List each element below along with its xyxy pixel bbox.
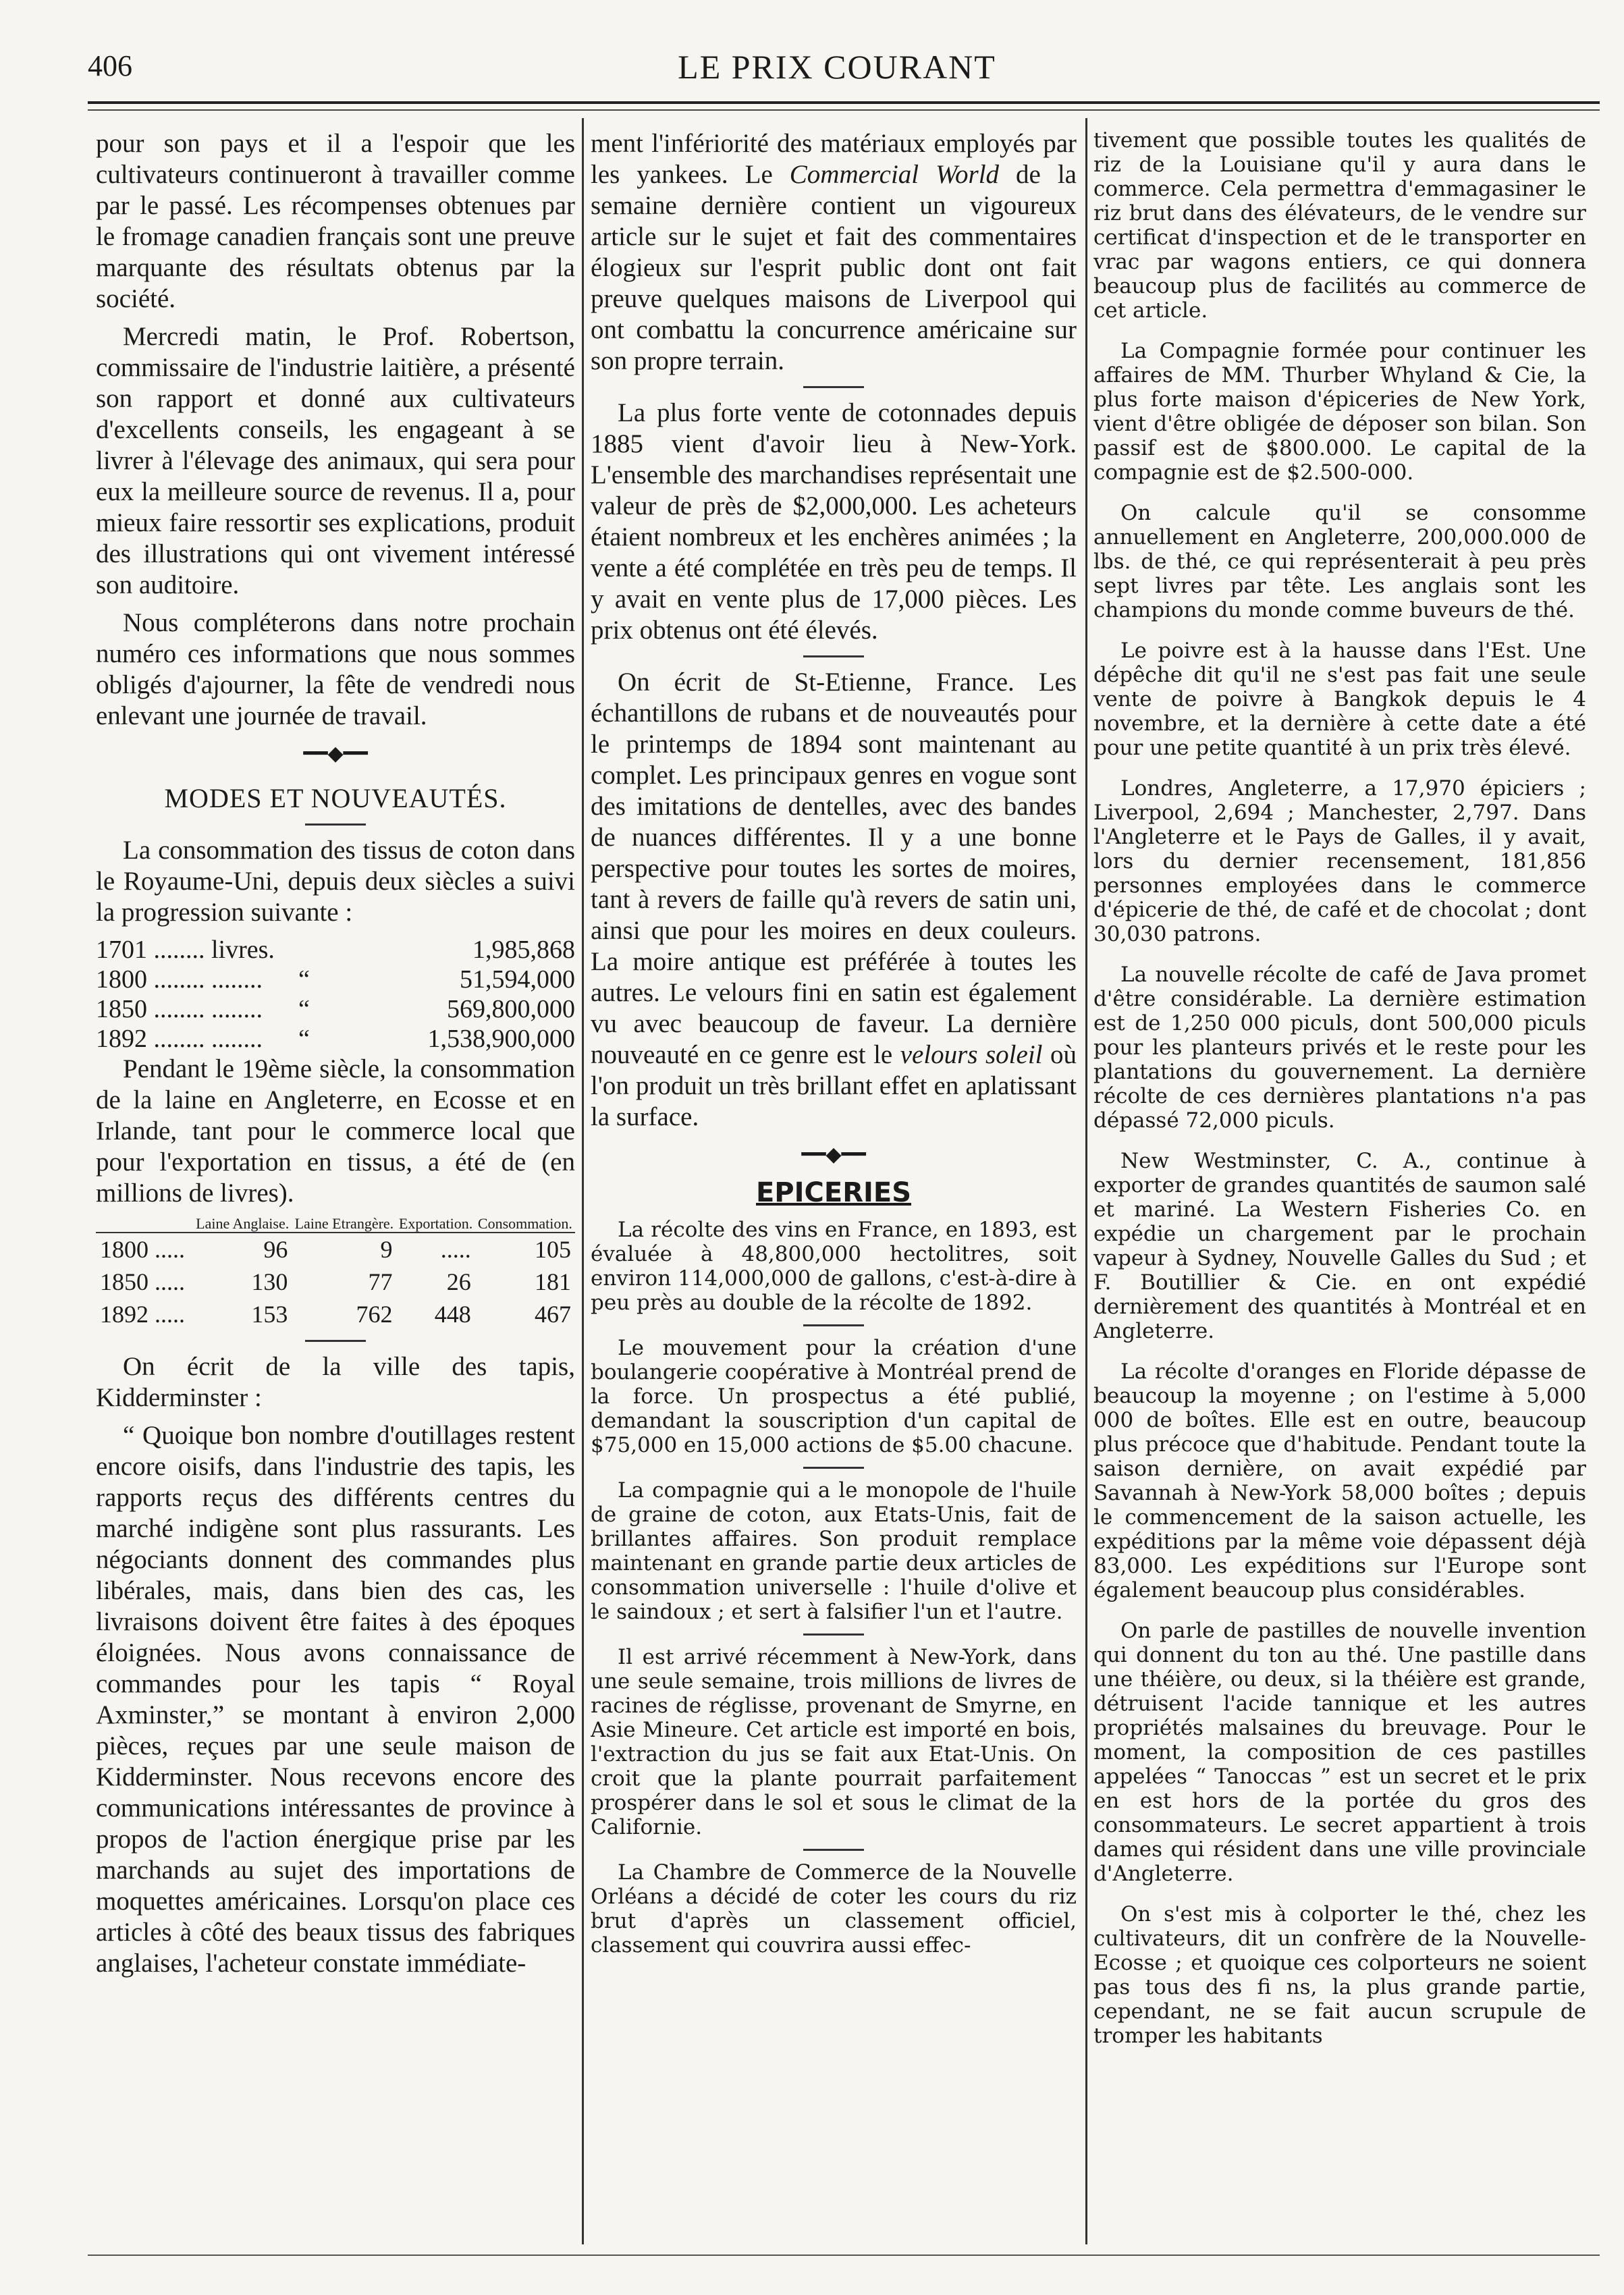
article-paragraph: Il est arrivé récemment à New-York, dans une seule semaine, trois millions de livres de racines de réglisse, provenant de Smyrne, en Asie Mineure. Cet article est importé en bois, l'extraction du jus se fait aux Etat-Unis. On croit que la plante pourrait parfaitement prospérer dans le sol et sous le climat de la Californie. xyxy=(591,1645,1077,1839)
column-2 xyxy=(591,128,1077,2241)
page-header xyxy=(81,40,1593,94)
ornament-divider: ━━◆━━ xyxy=(303,742,368,765)
header-rule xyxy=(88,101,1600,104)
article-paragraph: La plus forte vente de cotonnades depuis 1885 vient d'avoir lieu à New-York. L'ensemble des marchandises représentait une valeur de près de $2,000,000. Les acheteurs étaient nombreux et les enchères animées ; la vente a été complétée en très peu de temps. Il y avait en vente plus de 17,000 pièces. Les prix obtenus ont été élevés. xyxy=(591,398,1077,645)
article-paragraph: New Westminster, C. A., continue à exporter de grandes quantités de saumon salé et mariné. La Western Fisheries Co. en expédie un chargement par le prochain vapeur à Sydney, Nouvelle Galles du Sud ; et F. Boutillier & Cie. en ont expédié dernièrement des quantités à Montréal et en Angleterre. xyxy=(1093,1149,1586,1343)
article-paragraph: La consommation des tissus de coton dans le Royaume-Uni, depuis deux siècles a suivi la progression suivante : xyxy=(96,836,575,927)
section-title-modes: MODES ET NOUVEAUTÉS. xyxy=(164,783,507,813)
short-rule xyxy=(305,824,366,826)
article-paragraph: Londres, Angleterre, a 17,970 épiciers ; Liverpool, 2,694 ; Manchester, 2,797. Dans l'Angleterre et le Pays de Galles, il y avait, lors du dernier recensement, 181,856 personnes employées dans le commerce d'épicerie de thé, de café et de chocolat ; dont 30,030 patrons. xyxy=(1093,776,1586,946)
article-paragraph: Mercredi matin, le Prof. Robertson, commissaire de l'industrie laitière, a présenté son rapport et donné aux cultivateurs d'excellents conseils, les engageant à se livrer à l'élevage des animaux, qui sera pour eux la meilleure source de revenus. Il a, pour mieux faire ressortir ses explications, produit des illustrations qui ont vivement intéressé son auditoire. xyxy=(96,322,575,599)
column-divider-2 xyxy=(1085,118,1087,2244)
article-paragraph: On écrit de la ville des tapis, Kidderminster : xyxy=(96,1352,575,1412)
ornament-divider: ━━◆━━ xyxy=(801,1143,866,1166)
article-paragraph: Pendant le 19ème siècle, la consommation de la laine en Angleterre, en Ecosse et en Irlande, tant pour le commerce local que pour l'exportation en tissus, a été de (en millions de livres). xyxy=(96,1054,575,1208)
column-1 xyxy=(96,128,575,2241)
short-rule xyxy=(803,1849,864,1851)
article-paragraph: “ Quoique bon nombre d'outillages restent encore oisifs, dans l'industrie des tapis, les rapports reçus des différents centres du marché indigène sont plus rassurants. Les négociants donnent des commandes plus libérales, mais, dans bien des cas, les livraisons doivent être faites à des époques éloignées. Nous avons connaissance de commandes pour les tapis “ Royal Axminster,” se montant à environ 2,000 pièces, reçues par une seule maison de Kidderminster. Nous recevons encore des communications intéressantes de province à propos de l'action énergique prise par les marchands au sujet des importations de moquettes américaines. Lorsqu'on place ces articles à côté des beaux tissus des fabriques anglaises, l'acheteur constate immédiate- xyxy=(96,1421,575,1978)
article-paragraph: On écrit de St-Etienne, France. Les échantillons de rubans et de nouveautés pour le printemps de 1894 sont maintenant au complet. Les principaux genres en vogue sont des imitations de dentelles, avec des bandes de nuances différentes. Il y a une bonne perspective pour toutes les sortes de moires, tant à revers de faille qu'à revers de satin uni, ainsi que pour les moires en deux couleurs. La moire antique est préférée à toutes les autres. Le velours fini en satin est également vu avec beaucoup de faveur. La dernière nouveauté en ce genre est le velours soleil où l'on produit un très brillant effet en aplatissant la surface. xyxy=(591,668,1077,1131)
section-title-epiceries: EPICERIES xyxy=(755,1177,912,1208)
article-paragraph: La Compagnie formée pour continuer les affaires de MM. Thurber Whyland & Cie, la plus forte maison d'épiceries de New York, vient d'être obligée de déposer son bilan. Son passif est de $800.000. Le capital de la compagnie est de $2.500-000. xyxy=(1093,339,1586,485)
footer-rule xyxy=(88,2254,1600,2256)
article-paragraph: On s'est mis à colporter le thé, chez les cultivateurs, dit un confrère de la Nouvelle-Ecosse ; et quoique ces colporteurs ne soient pas tous des fi ns, la plus grande partie, cependant, ne se fait aucun scrupule de tromper les habitants xyxy=(1093,1902,1586,2048)
table-row: 1892 ..... 153 762 448 467 xyxy=(100,1301,571,1328)
epiceries-section xyxy=(591,1218,1077,1958)
column-3 xyxy=(1093,128,1586,2241)
article-paragraph: Nous compléterons dans notre prochain numéro ces informations que nous sommes obligés d'ajourner, la fête de vendredi nous enlevant une journée de travail. xyxy=(96,608,575,730)
article-paragraph: ment l'infériorité des matériaux employés par les yankees. Le Commercial World de la semaine dernière contient un vigoureux article sur le sujet et fait des commentaires élogieux sur l'esprit public dont ont fait preuve quelques maisons de Liverpool qui ont combattu la concurrence américaine sur son propre terrain. xyxy=(591,129,1077,375)
article-paragraph: Le mouvement pour la création d'une boulangerie coopérative à Montréal prend de la force. Un prospectus a été publié, demandant la souscription d'un capital de $75,000 en 15,000 actions de $5.00 chacune. xyxy=(591,1336,1077,1457)
article-paragraph: La compagnie qui a le monopole de l'huile de graine de coton, aux Etats-Unis, fait de brillantes affaires. Son produit remplace maintenant en grande partie deux articles de consommation universelle : l'huile d'olive et le saindoux ; et sert à falsifier l'un et l'autre. xyxy=(591,1478,1077,1624)
short-rule xyxy=(305,1340,366,1342)
cotton-stats xyxy=(96,935,575,1054)
article-paragraph: La nouvelle récolte de café de Java promet d'être considérable. La dernière estimation est de 1,250 000 piculs, dont 500,000 piculs pour les planteurs privés et le reste pour les plantations du gouvernement. La dernière récolte de ces dernières plantations n'a pas dépassé 72,000 piculs. xyxy=(1093,963,1586,1133)
article-paragraph: On parle de pastilles de nouvelle invention qui donnent du ton au thé. Une pastille dans une théière, ou deux, si la théière est grande, détruisent l'acide tannique et les autres propriétés malsaines du breuvage. Pour le moment, la composition de ces pastilles appelées “ Tanoccas ” est un secret et le prix en est hors de la portée du gros des consommateurs. Le secret appartient à trois dames qui résident dans une ville provinciale d'Angleterre. xyxy=(1093,1619,1586,1886)
article-paragraph: Le poivre est à la hausse dans l'Est. Une dépêche dit qu'il ne s'est pas fait une seule vente de poivre à Bangkok depuis le 4 novembre, et la dernière à cette date a été pour une petite quantité à un prix très élevé. xyxy=(1093,639,1586,760)
stat-row: 1701 ........ livres. 1,985,868 xyxy=(96,936,575,964)
short-rule xyxy=(803,655,864,657)
stat-row: 1850 ........ ........ “ 569,800,000 xyxy=(96,995,575,1023)
column-divider-1 xyxy=(582,118,584,2244)
page-title: LE PRIX COURANT xyxy=(678,48,996,86)
table-row: 1800 ..... 96 9 ..... 105 xyxy=(100,1236,571,1263)
header-rule-thin xyxy=(88,109,1600,111)
wool-table xyxy=(96,1216,575,1330)
article-paragraph: La récolte des vins en France, en 1893, est évaluée à 48,800,000 hectolitres, soit environ 114,000,000 de gallons, c'est-à-dire à peu près au double de la récolte de 1892. xyxy=(591,1218,1077,1315)
article-paragraph: On calcule qu'il se consomme annuellement en Angleterre, 200,000.000 de lbs. de thé, ce qui représenterait à peu près sept livres par tête. Les anglais sont les champions du monde comme buveurs de thé. xyxy=(1093,501,1586,622)
table-header-row: Laine Anglaise. Laine Etrangère. Exportation. Consommation. xyxy=(96,1216,575,1233)
short-rule xyxy=(803,1324,864,1326)
article-paragraph: La Chambre de Commerce de la Nouvelle Orléans a décidé de coter les cours du riz brut d'après un classement officiel, classement qui couvrira aussi effec- xyxy=(591,1860,1077,1958)
table-row: 1850 ..... 130 77 26 181 xyxy=(100,1268,571,1295)
article-paragraph: tivement que possible toutes les qualités de riz de la Louisiane qu'il y aura dans le commerce. Cela permettra d'emmagasiner le riz brut dans des élévateurs, de le vendre sur certificat d'inspection et de le transporter en vrac par wagons entiers, ce qui donnera beaucoup plus de facilités au commerce de cet article. xyxy=(1093,128,1586,323)
short-rule xyxy=(803,1467,864,1469)
page-number: 406 xyxy=(88,49,132,82)
stat-row: 1800 ........ ........ “ 51,594,000 xyxy=(96,965,575,994)
article-paragraph: La récolte d'oranges en Floride dépasse de beaucoup la moyenne ; on l'estime à 5,000 000 de boîtes. Elle est en outre, beaucoup plus précoce que d'habitude. Pendant toute la saison dernière, on avait expédié par Savannah à New-York 58,000 boîtes ; depuis le commencement de la saison actuelle, les expéditions par la même voie dépassent déjà 83,000. Les expéditions sur l'Europe sont également beaucoup plus considérables. xyxy=(1093,1359,1586,1602)
article-paragraph: pour son pays et il a l'espoir que les cultivateurs continueront à travailler comme par le passé. Les récompenses obtenues par le fromage canadien français sont une preuve marquante des résultats obtenus par la société. xyxy=(96,129,575,313)
stat-row: 1892 ........ ........ “ 1,538,900,000 xyxy=(96,1025,575,1053)
short-rule xyxy=(803,1634,864,1636)
short-rule xyxy=(803,386,864,388)
